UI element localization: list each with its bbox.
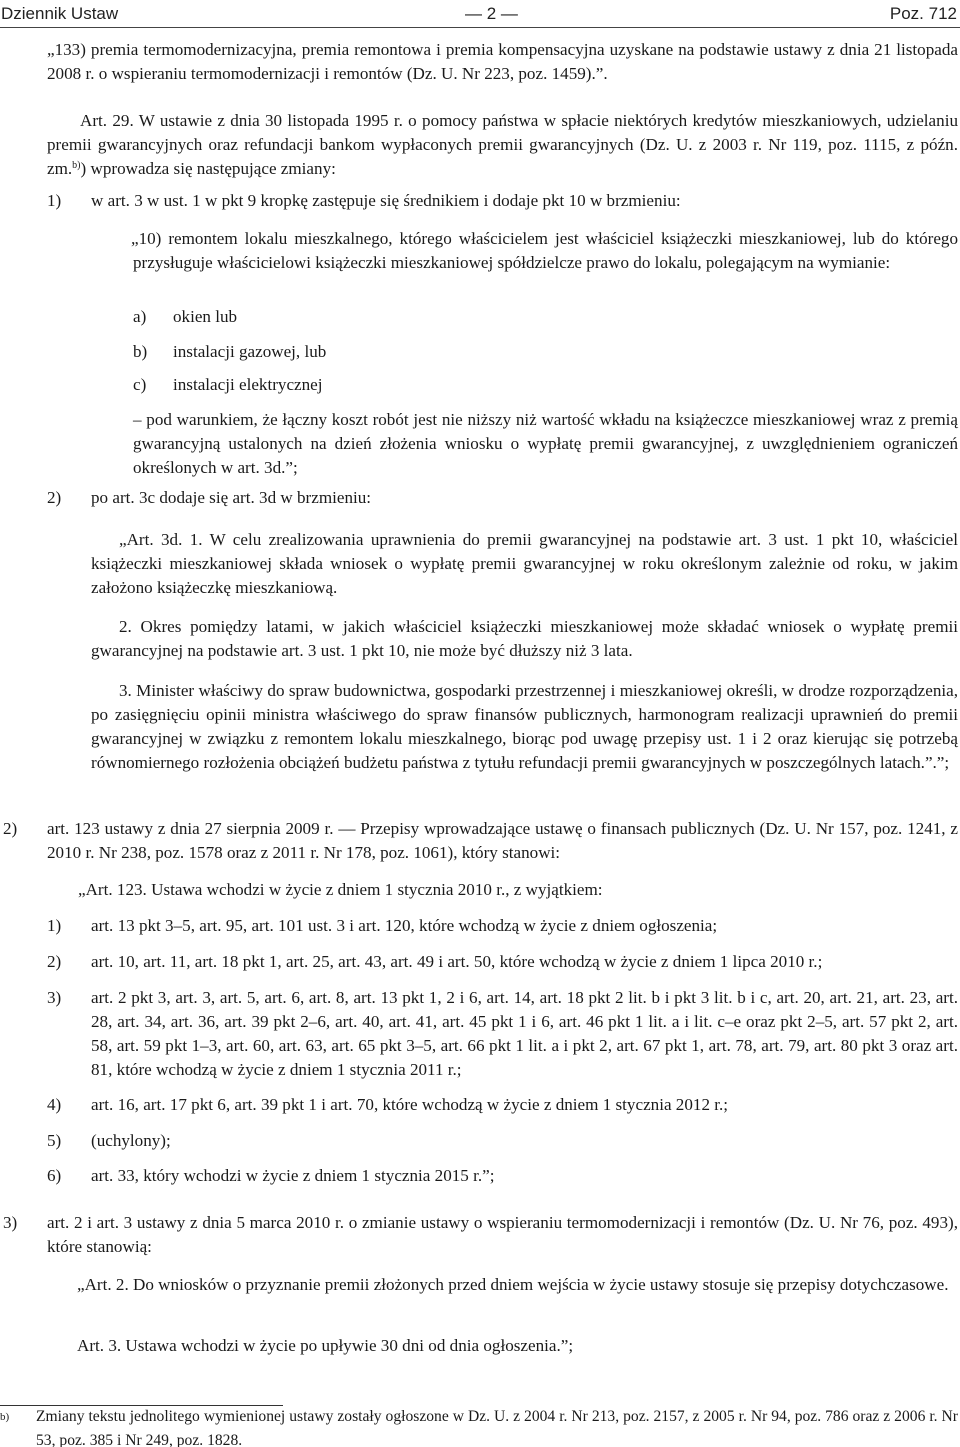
position-number: Poz. 712 [889, 4, 957, 23]
item-a-letter: a) [133, 307, 147, 326]
art-29-paragraph [47, 109, 958, 181]
change-1-number: 1) [47, 191, 62, 210]
change-1-text: w art. 3 w ust. 1 w pkt 9 kropkę zastępuje się średnikiem i dodaje pkt 10 w brzmieniu: [91, 191, 681, 210]
art-123-point-5-number: 5) [47, 1131, 62, 1150]
item-b-text: instalacji gazowej, lub [173, 342, 327, 361]
journal-title: Dziennik Ustaw [1, 4, 119, 23]
art-3d-ust-2: 2. Okres pomiędzy latami, w jakich właściciel książeczki mieszkaniowej może składać wniosek o wypłatę premii gwarancyjnej na podstawie art. 3 ust. 1 pkt 10, nie może być dłuższy niż 3 lata. [91, 617, 958, 660]
item-c-text: instalacji elektrycznej [173, 375, 323, 394]
paragraph-133: „133) premia termomodernizacyjna, premia remontowa i premia kompensacyjna uzyskane na podstawie ustawy z dnia 21 listopada 2008 r. o wspieraniu termomodernizacji i remontów (Dz. U. Nr 223, poz. 1459).”. [47, 40, 958, 83]
art-123-point-6-number: 6) [47, 1166, 62, 1185]
art-123-point-2-text: art. 10, art. 11, art. 18 pkt 1, art. 25, art. 43, art. 49 i art. 50, które wchodzą w życie z dniem 1 lipca 2010 r.; [91, 952, 823, 971]
art-3d-ust-1: „Art. 3d. 1. W celu zrealizowania uprawnienia do premii gwarancyjnej na podstawie art. 3 ust. 1 pkt 10, właściciel książeczki mieszkaniowej składa wniosek o wypłatę premii gwarancyjnej w roku określonym zależnie od roku, w jakim założono książeczkę mieszkaniową. [91, 530, 958, 597]
art-123-point-2-number: 2) [47, 952, 62, 971]
art-29-text: Art. 29. W ustawie z dnia 30 listopada 1995 r. o pomocy państwa w spłacie niektórych kredytów mieszkaniowych, udzielaniu premii gwarancyjnych oraz refundacji bankom wypłaconych premii gwarancyjnych (Dz. U. z 2003 r. Nr 119, poz. 1115, z późn. zm. [47, 111, 958, 178]
art-123-point-1-number: 1) [47, 916, 62, 935]
item-c-letter: c) [133, 375, 147, 394]
page-header [0, 0, 960, 28]
art-123-intro: „Art. 123. Ustawa wchodzi w życie z dniem 1 stycznia 2010 r., z wyjątkiem: [78, 880, 603, 899]
pkt-10-quote: „10) remontem lokalu mieszkalnego, którego właścicielem jest właściciel książeczki mieszkaniowej, lub do którego przysługuje właścicielowi książeczki mieszkaniowej spółdzielcze prawo do lokalu, polegającym na wymianie: [131, 229, 958, 272]
header-rule [0, 27, 960, 28]
condition-paragraph: – pod warunkiem, że łączny koszt robót jest nie niższy niż wartość wkładu na książeczce mieszkaniowej wraz z premią gwarancyjną ustalonych na dzień złożenia wniosku o wypłatę premii gwarancyjnej, z uwzględnieniem ograniczeń określonych w art. 3d.”; [133, 410, 958, 477]
item-2-text: art. 123 ustawy z dnia 27 sierpnia 2009 r. — Przepisy wprowadzające ustawę o finansach publicznych (Dz. U. Nr 157, poz. 1241, z 2010 r. Nr 238, poz. 1578 oraz z 2011 r. Nr 178, poz. 1061), który stanowi: [47, 819, 958, 862]
footnote-text: Zmiany tekstu jednolitego wymienionej ustawy zostały ogłoszone w Dz. U. z 2004 r. Nr 213, poz. 2157, z 2005 r. Nr 94, poz. 786 oraz z 2006 r. Nr 53, poz. 385 i Nr 249, poz. 1828. [36, 1408, 958, 1447]
art-123-point-3-number: 3) [47, 988, 62, 1007]
art-123-point-3-text: art. 2 pkt 3, art. 3, art. 5, art. 6, art. 8, art. 13 pkt 1, 2 i 6, art. 14, art. 18 pkt 2 lit. b i pkt 3 lit. b i c, art. 20, art. 21, art. 23, art. 28, art. 34, art. 36, art. 39 pkt 2–6, art. 40, art. 41, art. 45 pkt 1 i 6, art. 46 pkt 1 lit. a i lit. c–e oraz pkt 2–5, art. 57 pkt 2, art. 58, art. 59 pkt 1–3, art. 60, art. 63, art. 65 pkt 3–5, art. 66 pkt 1 lit. a i pkt 2, art. 67 pkt 1, art. 78, art. 79, art. 80 pkt 3 oraz art. 81, które wchodzą w życie z dniem 1 stycznia 2011 r.; [91, 988, 958, 1079]
art-29-tail: ) wprowadza się następujące zmiany: [80, 159, 336, 178]
art-3d-ust-3: 3. Minister właściwy do spraw budownictwa, gospodarki przestrzennej i mieszkaniowej określi, w drodze rozporządzenia, po zasięgnięciu opinii ministra właściwego do spraw finansów publicznych, harmonogram realizacji uprawnień do premii gwarancyjnej w związku z remontem lokalu mieszkalnego, biorąc pod uwagę przepisy ust. 1 i 2 oraz kierując się potrzebą równomiernego rozłożenia obciążeń budżetu państwa z tytułu refundacji premii gwarancyjnych w poszczególnych latach.”.”; [91, 681, 958, 772]
footnote-mark: b) [0, 1411, 10, 1423]
art-123-point-4-number: 4) [47, 1095, 62, 1114]
item-3-number: 3) [3, 1213, 18, 1232]
art-123-point-1-text: art. 13 pkt 3–5, art. 95, art. 101 ust. 3 i art. 120, które wchodzą w życie z dniem ogłoszenia; [91, 916, 718, 935]
item-b-letter: b) [133, 342, 148, 361]
art-123-point-4-text: art. 16, art. 17 pkt 6, art. 39 pkt 1 i art. 70, które wchodzą w życie z dniem 1 stycznia 2012 r.; [91, 1095, 729, 1114]
change-2-text: po art. 3c dodaje się art. 3d w brzmieniu: [91, 488, 372, 507]
art-123-point-5-text: (uchylony); [91, 1131, 171, 1150]
page-number: — 2 — [465, 4, 518, 23]
item-a-text: okien lub [173, 307, 238, 326]
item-2-number: 2) [3, 819, 18, 838]
art-123-point-6-text: art. 33, który wchodzi w życie z dniem 1 stycznia 2015 r.”; [91, 1166, 495, 1185]
change-2-number: 2) [47, 488, 62, 507]
art-2-quote: „Art. 2. Do wniosków o przyznanie premii złożonych przed dniem wejścia w życie ustawy stosuje się przepisy dotychczasowe. [77, 1275, 949, 1294]
footnote-reference[interactable]: b) [72, 160, 81, 171]
item-3-text: art. 2 i art. 3 ustawy z dnia 5 marca 2010 r. o zmianie ustawy o wspieraniu termomodernizacji i remontów (Dz. U. Nr 76, poz. 493), które stanowią: [47, 1213, 958, 1256]
art-3-quote: Art. 3. Ustawa wchodzi w życie po upływie 30 dni od dnia ogłoszenia.”; [77, 1336, 574, 1355]
